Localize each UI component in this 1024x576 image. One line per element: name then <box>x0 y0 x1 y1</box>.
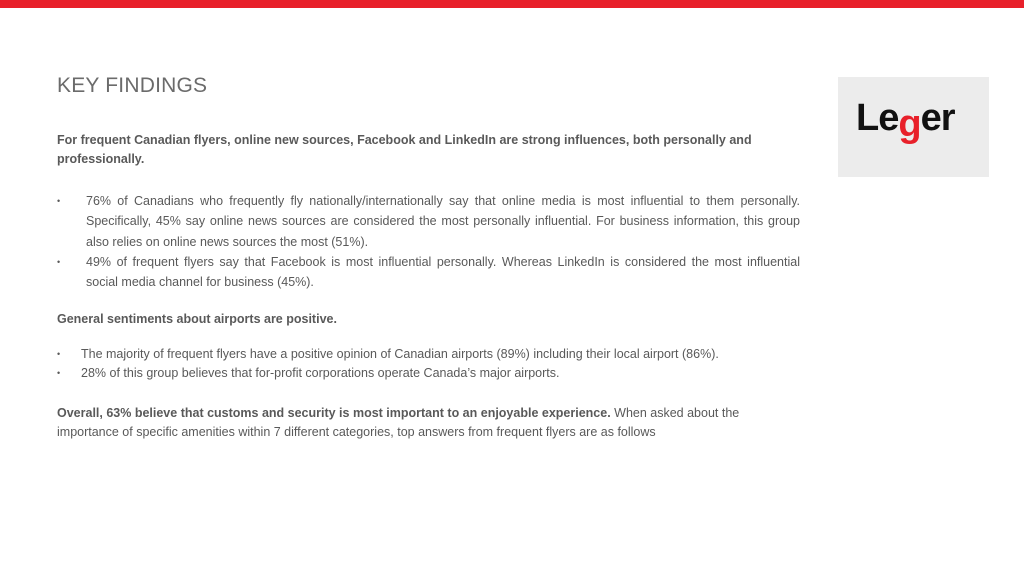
section3-text: When asked about the importance of specific amenities within 7 different categories, top answers from frequent flyers are as follows <box>57 406 740 439</box>
bullet-text: The majority of frequent flyers have a positive opinion of Canadian airports (89%) including their local airport (86%). <box>81 347 719 361</box>
bullet-icon: • <box>57 367 61 378</box>
leger-logo <box>838 77 989 177</box>
bullet-icon: • <box>57 256 61 267</box>
logo-text-pre: Le <box>856 97 899 139</box>
list-item <box>57 252 800 293</box>
bullet-text: 49% of frequent flyers say that Facebook is most influential personally. Whereas LinkedIn is considered the most influential social media channel for business (45%). <box>86 254 800 290</box>
bullet-text: 76% of Canadians who frequently fly nationally/internationally say that online media is most influential to them personally. Specifically, 45% say online news sources are considered the most personally influential. For business information, this group also relies on online news sources the most (51%). <box>86 194 800 249</box>
logo-text-g: g <box>898 103 921 145</box>
section1-heading: For frequent Canadian flyers, online new sources, Facebook and LinkedIn are strong influences, both personally and professionally. <box>57 133 752 166</box>
section1-bullet-list <box>57 191 800 292</box>
section2-bullet-list <box>57 345 800 382</box>
logo-wordmark <box>856 97 955 145</box>
list-item <box>57 345 800 364</box>
bullet-text: 28% of this group believes that for-profit corporations operate Canada’s major airports. <box>81 365 560 380</box>
top-accent-bar <box>0 0 1024 8</box>
bullet-icon: • <box>57 349 61 359</box>
section2-heading: General sentiments about airports are positive. <box>57 312 337 326</box>
list-item <box>57 364 800 383</box>
section3-paragraph <box>57 404 787 442</box>
list-item <box>57 191 800 252</box>
page-title: KEY FINDINGS <box>57 74 208 97</box>
section3-bold-text: Overall, 63% believe that customs and security is most important to an enjoyable experience. <box>57 406 611 420</box>
bullet-icon: • <box>57 196 61 206</box>
logo-text-post: er <box>920 97 955 139</box>
